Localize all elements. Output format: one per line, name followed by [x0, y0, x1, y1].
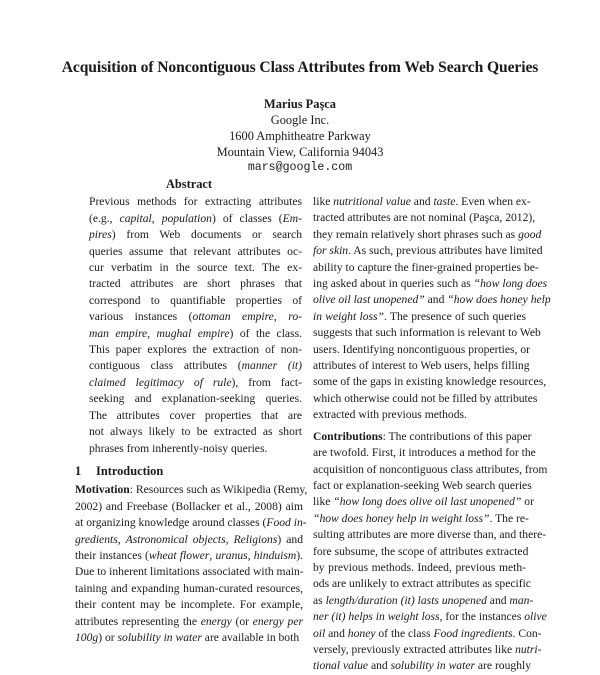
text-line: which otherwise could not be filled by attributes	[313, 391, 538, 405]
text-line: 100g) or solubility in water are available in both	[75, 630, 300, 644]
text-line: fore subsume, the scope of attributes extracted	[313, 544, 529, 558]
text-line: for skin. As such, previous attributes have limited	[313, 244, 543, 258]
text-line: in weight loss”. The presence of such queries	[313, 309, 526, 323]
text-line: “how does honey help in weight loss”. The re-	[313, 511, 529, 525]
text-line: sulting attributes are more diverse than, and there-	[313, 528, 547, 542]
section-number: 1	[75, 463, 82, 478]
intro-continuation-paragraph	[313, 194, 551, 424]
section-title: Introduction	[96, 463, 164, 478]
text-line: pires) from Web documents or search	[89, 228, 302, 242]
right-column	[313, 194, 551, 675]
text-line: oil and honey of the class Food ingredients. Con-	[313, 626, 542, 640]
text-line: various instances (ottoman empire, ro-	[89, 310, 302, 324]
text-line: not always likely to be extracted as short	[89, 425, 302, 439]
text-line: queries assume that relevant attributes oc-	[89, 244, 302, 258]
text-line: cur verbatim in the source text. The ex-	[89, 261, 302, 275]
left-column	[75, 176, 308, 646]
text-line: ability to capture the finer-grained properties be-	[313, 260, 539, 274]
text-line: 2002) and Freebase (Bollacker et al., 2008) aim	[75, 499, 303, 513]
text-line: contiguous class attributes (manner (it)	[89, 359, 303, 373]
text-line: Previous methods for extracting attributes	[89, 195, 302, 209]
motivation-paragraph	[75, 482, 308, 646]
text-line: their instances (wheat flower, uranus, hinduism).	[75, 548, 304, 562]
text-line: like “how long does olive oil last unopened” or	[313, 495, 534, 509]
text-line: by previous methods. Indeed, previous meth-	[313, 560, 526, 574]
text-line: like nutritional value and taste. Even when ex-	[313, 195, 531, 208]
text-line: attributes of interest to Web users, helps filling	[313, 359, 530, 373]
text-line: users. Identifying noncontiguous properties, or	[313, 342, 531, 356]
section-heading	[75, 463, 303, 479]
text-line: tional value and solubility in water are roughly	[313, 659, 532, 673]
text-line: their content may be incomplete. For example,	[75, 598, 303, 612]
text-line: attributes representing the energy (or energy per	[75, 614, 303, 628]
text-line: Contributions: The contributions of this paper	[313, 429, 532, 443]
text-line: some of the gaps in existing knowledge resources,	[313, 375, 547, 389]
text-line: ods are unlikely to extract attributes as specific	[313, 577, 531, 591]
text-line: Due to inherent limitations associated with main-	[75, 565, 304, 579]
paper-title: Acquisition of Noncontiguous Class Attributes from Web Search Queries	[61, 59, 539, 76]
abstract-heading: Abstract	[165, 177, 213, 191]
contributions-paragraph	[313, 429, 548, 675]
author-address-line2: Mountain View, California 94043	[216, 145, 384, 159]
text-line: extracted with previous methods.	[313, 408, 467, 422]
text-line: man empire, mughal empire) of the class.	[89, 326, 302, 340]
text-line: gredients, Astronomical objects, Religions) and	[75, 532, 304, 546]
text-line: acquisition of noncontiguous class attributes, from	[313, 462, 548, 476]
text-line: suggests that such information is relevant to Web	[313, 326, 541, 340]
text-line: tracted attributes are short phrases that	[89, 277, 302, 291]
text-line: ner (it) helps in weight loss, for the instances olive	[313, 610, 547, 624]
text-line: phrases from inherently-noisy queries.	[89, 441, 268, 455]
text-line: versely, previously extracted attributes like nutri-	[313, 642, 542, 656]
text-line: The attributes cover properties that are	[89, 408, 302, 422]
text-line: are twofold. First, it introduces a method for the	[313, 446, 536, 460]
text-line: as length/duration (it) lasts unopened and man-	[313, 593, 534, 607]
text-line: tracted attributes are not nominal (Paşca, 2012),	[313, 211, 536, 225]
author-block	[0, 96, 600, 176]
text-line: (e.g., capital, population) of classes (Em-	[89, 211, 302, 225]
text-line: claimed legitimacy of rule), from fact-	[89, 375, 302, 389]
text-line: seeking and explanation-seeking queries.	[89, 392, 302, 406]
text-line: Motivation: Resources such as Wikipedia (Remy,	[75, 483, 308, 497]
author-name: Marius Paşca	[264, 97, 336, 111]
text-line: This paper explores the extraction of non-	[89, 343, 302, 357]
author-address-line1: 1600 Amphitheatre Parkway	[229, 129, 371, 143]
text-line: taining and expanding human-curated resources,	[75, 581, 303, 595]
author-email[interactable]: mars@google.com	[247, 161, 353, 174]
text-line: they remain relatively short phrases such as good	[313, 227, 542, 241]
text-line: correspond to quantifiable properties of	[89, 293, 302, 307]
abstract-body	[89, 194, 302, 457]
text-line: fact or explanation-seeking Web search queries	[313, 478, 532, 492]
author-affiliation: Google Inc.	[270, 113, 330, 127]
text-line: at organizing knowledge around classes (Food in-	[75, 516, 307, 530]
text-line: ing asked about in queries such as “how long does	[313, 277, 548, 291]
text-line: olive oil last unopened” and “how does honey help	[313, 293, 551, 307]
